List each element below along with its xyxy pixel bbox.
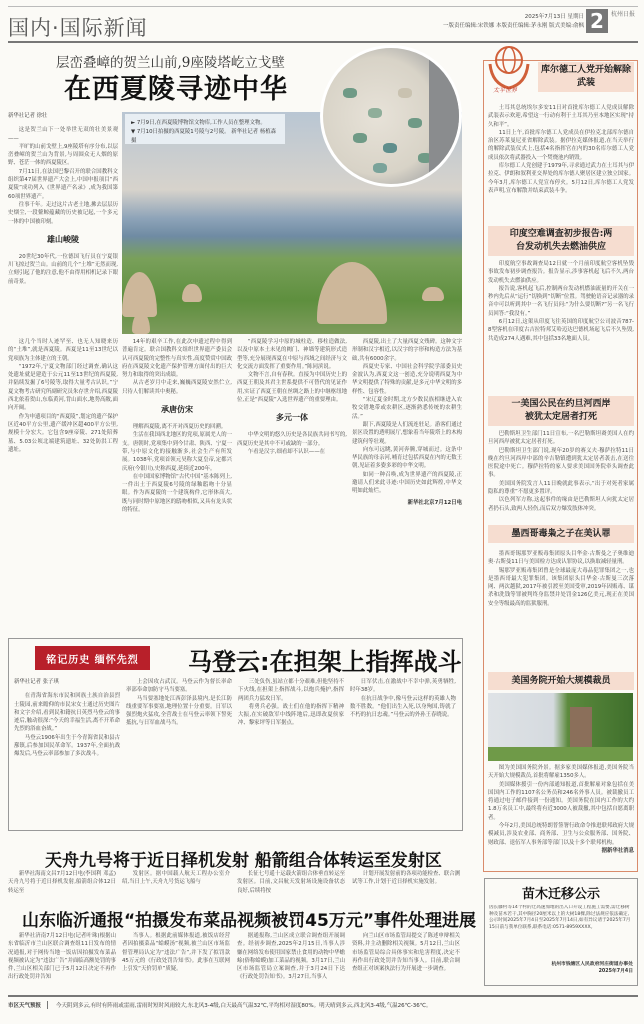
byline: 新华社记者 张子琪: [14, 679, 59, 685]
paragraph: 这几个当时人迹罕至、也无人知晓来历的“土堆”,就是西夏陵。西夏是11至13世纪以党项族为主体建立的王朝。: [8, 339, 118, 362]
shandong-headline: 山东临沂通报“拍摄发布菜品视频被罚45万元”事件处理进展: [22, 911, 477, 931]
weather-label: 市区天气预报: [8, 1001, 48, 1009]
paragraph: 14年的艰辛工作,在此次申遗过程中得到普遍肯定。联合国教科文组织世界遗产委员会认可西夏陵的完整性与真实性,高度赞赏中国政府在西夏陵文化遗产保护管理方面付出的巨大努力和取得的突出成绩。: [122, 339, 232, 379]
paragraph: 土耳其总统埃尔多安11日对首批库尔德工人党成员解除武装表示欢迎,希望这一行动有利于土耳其乃至本地区实现“持久和平”。: [488, 105, 634, 128]
notice-box: [484, 878, 638, 986]
header-rule: [8, 41, 638, 43]
paragraph: 从古老岁月中走来,巍巍西夏陵安然伫立,只待人们解读其中奥秘。: [122, 380, 232, 395]
paragraph: “西夏陵学习中原的城柱造、移柱造做法,以及中原本土未见的阙门、神墙等建筑形式造型等,充分展现西夏在中原与西域之间经济与文化交流方面发挥了重要作用。”陈同滨说。: [237, 339, 347, 370]
paragraph: 向东可远眺,黄河奔腾,穿城而过。这条中华民族的母亲河,哺育过包括西夏在内的无数王朝,见证着多姿多彩的中华文明。: [352, 446, 462, 470]
paragraph: 平旷的山前戈壁上,9座陵塔有序分布,以层峦叠嶂的贺兰山为背景,与周围众无人烟的原野、苍茫一体的西夏陵区。: [8, 143, 118, 167]
side-article: [488, 430, 634, 518]
sd-col: [8, 932, 116, 992]
paragraph: 新华社济南7月12日电(记者叶珠)根据山东省临沂市兰山区联合调查组11日发布的情况通报,对于网传当地一饭店因拍摄发布菜品视频被认定为“违法广告”并面临高额处罚的事件,兰山区相关部门已于5月12日决定不再作出行政处罚并告知: [8, 933, 116, 981]
paragraph: 将勇兵必强。战士们在他的指挥下精神大振,在实破敌军中线阵地后,迅即改夏侯家冲、黎家坪等日军据点。: [238, 703, 344, 727]
side-article: [488, 104, 634, 222]
paragraph: 在青海省海东市民和回族土族自治县烈士陵园,前来瞻仰的市民宋女士通过历史图片和文字介绍,看到民和籍抗日英烈马登云的事迹后,触动很深:“今天的幸福生活,离不开革命先烈的浴血奋战。”: [14, 693, 120, 733]
photo-caption: [125, 114, 285, 144]
side-article: [488, 550, 634, 665]
state-department-photo: [488, 693, 633, 761]
paragraph: 三处负伤,虽站立都十分艰难,但他坚持不下火线,在担架上指挥战斗,以炮兵掩护,指挥两团兵力猛攻日军。: [238, 679, 344, 702]
paragraph: 据通报称,兰山区成立联合调查组开展调查。经初步调查,2025年2月15日,当事人涉嫌在网络发布使用国家禁止食用的动物中华蟾蜍(俗称蛤蟆)加工菜品的视频。3月17日,兰山区市场监管局立案调查,并于3月24日下达《行政处罚告知书》。3月27日,当事人: [237, 933, 345, 981]
tomb-shape: [422, 287, 444, 301]
lead-col-4: [352, 338, 462, 628]
side-article: [488, 764, 634, 870]
lead-col-2: [122, 338, 232, 628]
paragraph: 西夏陵,出土了大量西夏文残碑。这种文字形制和汉字相近,以汉字的字形和构造方法为基础,共有6000余字。: [352, 339, 462, 362]
side-title: 墨西哥毒枭之子在美认罪: [488, 525, 634, 543]
paragraph: 印度航空事故调查局12日就一个月前印度航空客机坠毁事故发布初步调查报告。报告显示,涉事客机起飞后不久,两台发动机失去燃油供应。: [488, 261, 634, 284]
column-tag: 铭记历史 缅怀先烈: [35, 646, 150, 670]
weather-bar: [8, 1001, 638, 1009]
tomb-shape: [182, 284, 202, 302]
paragraph: 马登云1906年出生于今青海省民和县古鄯镇,后参加国民革命军。1937年,全面抗战爆发后,马登云率部参加了多次战斗。: [14, 734, 120, 758]
ma-col-4: [350, 678, 456, 826]
top-rule: [8, 6, 638, 7]
paragraph: 跟下,西夏陵是人们流连驻足。游客们通过景区设置的透明展厅,想象着当年陵塔上的木构建筑何等壮观。: [352, 421, 462, 445]
lead-col-1: [8, 338, 118, 628]
subheading: 承唐仿宋: [161, 405, 193, 415]
tz-col: [122, 870, 230, 904]
side-article: [488, 260, 634, 392]
paragraph: 文物不言,自有春秋。直接为中国历史上的西夏王朝及其君主世系提供不可替代的见证作用,实证了西夏王朝在丝绸之路上的中继枢纽地位,正是“西夏陵”入选世界遗产的重要理由。: [237, 372, 347, 404]
lead-col-intro: [8, 112, 118, 334]
notice-body: 因长藤村等14个村的迁高速加地的出入口开设工程施工需要,需迁移树种及苗木若干,其中胸径20厘米以上的大树18棵,除过法规应依法确定,公示时间2025年7月4日至2025年7月14日,如有异议请于2025年7月15日前与我单位联系,联系电话:0571-8959XXXX。: [489, 905, 631, 930]
paragraph: 长征七号遥十运载火箭组合体垂直转运至发射区。目前,文昌航天发射场设施设备状态良好,后续将按: [237, 871, 345, 894]
side-title: 一美国公民在约旦河西岸被犹太定居者打死: [488, 396, 634, 426]
paragraph: “1972年,宁夏文物部门经过调查,确认这处遗址就是建造于公元11至13世纪的西夏陵,并陆续发掘了6号陵等,取得大量考古认识。”宁夏文物考古研究所副研究员朱存世介绍,西夏陵西北依着贺山,东临黄河,背山面水,地势高敞,面向开阔。: [8, 363, 118, 412]
column-name: 太平世界: [493, 87, 518, 94]
paragraph: 上会因攻占武汉。马登云作为督长率命率部奉命加防守马当要塞。: [126, 679, 232, 694]
lead-headline: 在西夏陵寻迹中华: [64, 74, 288, 105]
caption-line: ► 7月9日,在西夏陵博物馆文物库,工作人员在整理文物。: [131, 120, 266, 126]
section-title: 国内·国际新闻: [8, 16, 148, 40]
paragraph: 巴勒斯坦卫生部门11日宣布,一名巴勒斯坦裔美国人在约旦河西岸被犹太定居者打死。: [488, 431, 634, 446]
header-meta: [443, 13, 584, 31]
page-number: 2: [586, 9, 608, 33]
tz-col: [8, 870, 116, 904]
paragraph: 美国国务院发言人11日晚就此事表示,“出于对死者家属隐私的尊重”不愿更多置评。: [488, 480, 634, 496]
paragraph: 理解西夏陵,离不开对西夏历史的回溯。: [132, 424, 227, 431]
paragraph: 中华文明的悠久历史是各民族共同书写的,西夏历史是其中不可或缺的一部分。: [237, 432, 347, 447]
side-title: 库尔德工人党开始解除武装: [538, 62, 634, 92]
paragraph: 在中国国家博物馆“古代中国”基本陈列上,一件出土于西夏陵6号陵的绿釉鸱吻十分显眼。作为西夏陵的一个建筑构件,它形体高大,既与同时期中原地区的鸱吻相似,又具有龙头状的特征。: [122, 473, 232, 514]
paragraph: 20世纪30年代,一位德国飞行员在宁夏银川飞掠过贺兰山。山前的几个“土堆”无然而现,立刻引起了他的注意,他不由得用相机记录下眼前奇景。: [8, 253, 118, 285]
paragraph: 发射区。据中国载人航天工程办公室介绍,当日上午,天舟九号货运飞船与: [122, 871, 230, 886]
paragraph: 作为申遗项目的“西夏陵”,划定的遗产保护区近40平方公里,遗产缓冲区超400平方公里,规模十分宏大。它包含9座帝陵、271处陪葬墓、5.03公顷北端建筑遗址、32处防洪工程遗址。: [8, 413, 118, 453]
side-title: 美国务院开始大规模裁员: [488, 672, 634, 690]
sd-col: [122, 932, 230, 992]
paragraph: 如同一种召唤,成为世界遗产的西夏陵,正邀请人们来此寻迹:中国历史如此辉煌,中华文明如此灿烂。: [352, 471, 462, 495]
tomb-shape: [317, 262, 387, 324]
lead-kicker: 层峦叠嶂的贺兰山前,9座陵塔屹立戈壁: [56, 55, 285, 71]
paragraph: 往事千年。走过这片古老土地,拂去层层历史烟尘,一段鳌鲸蕴藏的历史被记起,一个多元一体的中国被印刻。: [8, 201, 118, 225]
paragraph: 马当要塞地处江西彭泽县境内,是长江防线重要军事要塞,地理位置十分重要。日军以强烈炮火猛攻,全营战士在马登云率领下誓死抵抗,与日军血战马当。: [126, 695, 232, 727]
sd-col: [352, 932, 460, 992]
notice-signer: 杭州市钱塘区人民政府河庄街道办事处: [551, 962, 633, 967]
tianzhou-headline: 天舟九号将于近日择机发射 船箭组合体转运至发射区: [45, 851, 442, 871]
subheading: 雄山峻陵: [47, 234, 79, 244]
paragraph: 锡那罗亚贩毒集团曾是全球最庞大毒品犯罪集团之一,也是墨西哥最大犯罪集团。该集团原头目华金·古斯曼三次落网、两次越狱,2017年被引渡至美国受审,2019年因贩毒、谋杀和洗钱等罪被判终身监禁并处罚金126亿美元,现正在美国安全等级最高的监狱服刑。: [488, 567, 634, 607]
paragraph: 计划开展发射前的各项功能检查、联合测试等工作,计划于近日择机实施发射。: [352, 871, 460, 886]
artifacts-photo: [320, 45, 462, 187]
dateline: 新华社北京7月12日电: [407, 499, 462, 506]
paragraph: 以色列军方称,这起事件的缘由是巴勒斯坦人向犹太定居者扔石头,致两人轻伤,而后双方爆发肢体冲突。: [488, 497, 634, 512]
byline: 新华社记者 徐壮: [8, 113, 48, 119]
paragraph: 11日上午,首批库尔德工人党成员在伊拉克北部库尔德自治区苏莱曼尼亚省解除武装。据伊拉克媒体报道,在当天举行的解除武装仪式上,包括4名指挥官在内的30名库尔德工人党成员依次将武器投入一个焚烧池内销毁。: [488, 129, 634, 161]
sd-col: [237, 932, 345, 992]
weather-text: 今天阴到多云,有时有阵雨或雷雨,雷雨时短时风雨较大,东北风3-4级,白天最高气温32℃,平均相对湿度80%。明天晴到多云,西北风3-4级,气温26℃-36℃。: [56, 1003, 432, 1009]
paragraph: 美国媒体援引一份内部通知报道,首批解雇对象包括在美国国内工作的1107名公务员和246名外事人员。被裁撤员工将通过电子邮件接到一份通知。美国务院在国内工作的大约1.8万名员工中,最终将有近3000人被裁撤,其中包括自愿离职者。: [488, 781, 634, 821]
paragraph: 墨西哥锡那罗亚贩毒集团原头目华金·古斯曼之子奥维迪奥·古斯曼11日与美国检方达成认罪协议,以换取减轻量刑。: [488, 551, 634, 566]
side-title: 印度空难调查初步报告:两台发动机失去燃油供应: [488, 226, 634, 256]
tz-col: [237, 870, 345, 904]
paragraph: 库尔德工人党创建于1979年,寻求通过武力在土耳其与伊拉克、伊朗和叙利亚交界处的库尔德人聚居区建立独立国家。今年3月,库尔德工人党宣布停火。5月12日,库尔德工人党发表声明,宣布解散并结束武装斗争。: [488, 163, 634, 194]
paragraph: 西夏史专家、中国社会科学院学部委员史金波认为,西夏文这一创造,充分说明西夏为中华文明提供了特殊的贡献,是多元中华文明的多样性、包容性。: [352, 363, 462, 395]
editors-line: 一版责任编辑:宋铁娜 本版责任编辑:茅永刚 版式美编:俞枫: [442, 23, 584, 29]
paragraph: 日军伏击,在激战中不幸中弹,英勇牺牲,时年38岁。: [350, 679, 456, 694]
paragraph: 新华社海南文昌7月12日电(李国利 邓孟)天舟九号将于近日择机发射,船箭组合体12日转运至: [8, 871, 116, 894]
tomb-shape: [122, 272, 157, 317]
paragraph: 6月12日,这架从印度飞往英国的印度航空公司波音787-8型客机在印度古吉拉特邦艾哈迈达巴德机场起飞后不久坠毁,共造成274人遇难,其中包括33名地面人员。: [488, 319, 634, 342]
ma-col-3: [238, 678, 344, 826]
paragraph: 今年2月,美国总统特朗普签署行政命令推进联邦政府大规模减员,涉及农业部、商务部、卫生与公众服务部、国务院、财政部、退伍军人事务部等部门以及十多个联邦机构。: [488, 823, 634, 846]
paragraph: 这是贺兰山下一处举世无双的壮美景观——: [8, 127, 118, 142]
ma-col-2: [126, 678, 232, 826]
tz-col: [352, 870, 460, 904]
paragraph: 7月11日,在法国巴黎召开的联合国教科文组织第47届世界遗产大会上,中国申报项目“西夏陵”成功列入《世界遗产名录》,成为我国第60项世界遗产。: [8, 168, 118, 200]
issue-date: 2025年7月13日 星期日: [524, 14, 584, 20]
footer-rule: [8, 995, 638, 997]
paragraph: 巴勒斯坦卫生部门说,现年20岁的赛义夫·穆萨拉特11日晚在约旦河西岸中部的辛吉勒镇遭到犹太定居者袭击,在送往医院途中死亡。穆萨拉特的家人要求美国国务院牵头调查此事。: [488, 447, 634, 479]
paragraph: 图为美国国务院外景。据多家美国媒体报道,美国务院当天开始大规模裁员,首批将解雇1350多人。: [488, 765, 634, 780]
paper-logo: 杭州日报: [611, 11, 636, 18]
paragraph: 报告说,客机起飞后,控制两台发动机燃油流量的开关在一秒内先后从“运行”切换到“切断”位置。驾驶舱语音记录器的录音中可以听到其中一名飞行员问:“为什么要切断?”另一名飞行员回答:“我没有。”: [488, 285, 634, 317]
paragraph: 向兰山区市场监管局提交了陈述申辩相关资料,并主动删除相关视频。5月12日,兰山区市场监管局综合具体事实和危害程度,决定不再作出行政处罚并告知当事人。目前,联合调查组正对该案执法行为开展进一步调查。: [352, 933, 460, 973]
notice-date: 2025年7月4日: [598, 969, 633, 974]
paragraph: “宋辽夏金时期,北方少数民族相继进入农牧交错地带或农耕区,逐渐熟悉传统的农耕生活。”: [352, 397, 462, 420]
paragraph: 在抗日战争中,像马登云这样的英雄人物数不胜数。“他们出生入死,以身殉国,铸就了不朽的抗日忠魂。”马登云的外孙王春晓说。: [350, 695, 456, 719]
paragraph: 乍看是汉字,细看却不认识——在: [247, 448, 325, 455]
lead-col-3: [237, 338, 347, 628]
notice-title: 苗木迁移公示: [521, 887, 600, 902]
paragraph: 生活在我国西北地区的党项,原属羌人的一支。唐朝时,党项集中到今甘肃、陕西、宁夏一带,与中原文化的接触渐多,社会生产有所发展。1038年,党项首领元昊称大夏皇帝,定都兴庆府(今银川),史称西夏,延续近200年。: [122, 432, 232, 472]
paragraph: 当事人。根据此前媒体报道,被饭店经营者因拍摄菜品“蛤蟆汤”视频,被兰山区市场监督管理局认定为“违法广告”,并下发了拟罚款45万元的《行政处罚告知书》。此事在互联网上引发“天价罚单”质疑。: [122, 933, 230, 973]
ma-headline: 马登云:在担架上指挥战斗: [188, 648, 462, 676]
caption-line: ▼ 7月10日拍摄的西夏陵1号陵与2号陵。 新华社记者 杨植森 摄: [131, 129, 277, 144]
ma-col-1: [14, 678, 120, 826]
subheading: 多元一体: [276, 413, 308, 423]
credit: 据新华社消息: [601, 847, 634, 854]
